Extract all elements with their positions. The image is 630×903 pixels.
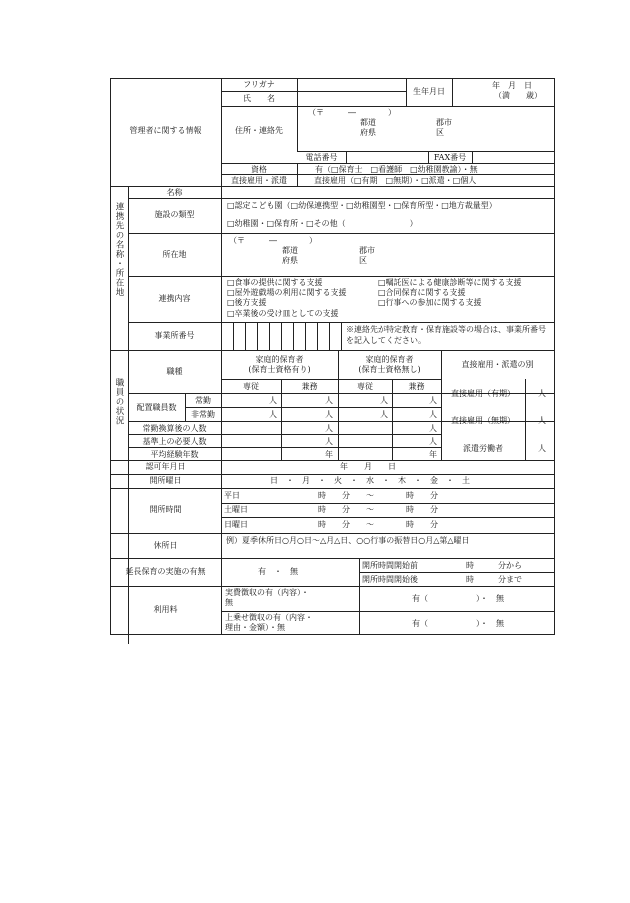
full-time-dedicated-2: 専従 — [357, 382, 373, 391]
unit-person: 人 — [269, 396, 277, 405]
partner-section-label: 連携先の名称・所在地 — [114, 202, 124, 297]
assigned-staff-label: 配置職員数 — [136, 403, 177, 412]
birthdate-label: 生年月日 — [413, 87, 445, 96]
partner-city: 郡市 区 — [359, 246, 375, 265]
office-number-label: 事業所番号 — [154, 331, 195, 340]
open-days-value[interactable]: 日 ・ 月 ・ 火 ・ 水 ・ 木 ・ 金 ・ 土 — [270, 476, 470, 485]
actual-cost-label: 実費徴収の有（内容）・ 無 — [225, 588, 309, 607]
actual-cost-value[interactable]: 有（ ）・ 無 — [412, 594, 504, 603]
closed-days-label: 休所日 — [153, 541, 178, 550]
direct-fixed-term-label: 直接雇用（有期） — [451, 389, 515, 398]
unit-person: 人 — [429, 424, 437, 433]
unit-person: 人 — [325, 410, 333, 419]
collab-content-label: 連携内容 — [158, 294, 191, 303]
extended-care-value[interactable]: 有 ・ 無 — [258, 567, 298, 576]
job-type-label: 職種 — [166, 367, 183, 376]
furigana-field[interactable] — [298, 79, 405, 91]
facility-type-line1[interactable]: □認定こども園（□幼保連携型・□幼稚園型・□保育所型・□地方裁量型） — [227, 201, 497, 210]
tel-field[interactable] — [347, 152, 427, 163]
facility-type-line2[interactable]: □幼稚園・□保育所・□その他（ ） — [227, 219, 418, 228]
application-form — [110, 78, 554, 634]
collab-option-events[interactable]: □行事への参加に関する支援 — [378, 298, 482, 307]
fte-label: 常勤換算後の人数 — [142, 424, 207, 433]
col-unlicensed-header: 家庭的保育者 (保育士資格無し) — [358, 355, 421, 374]
unit-person: 人 — [538, 389, 546, 398]
employment-label: 直接雇用・派遣 — [231, 176, 287, 185]
office-number-field[interactable] — [222, 323, 341, 350]
sunday-label: 日曜日 — [224, 520, 248, 529]
fee-label: 利用料 — [153, 605, 178, 614]
saturday-hours[interactable]: 時 分 ～ 時 分 — [318, 505, 438, 514]
birthdate-value[interactable]: 年 月 日 — [492, 81, 532, 90]
partner-zip[interactable]: （〒 ― ） — [229, 236, 317, 245]
prefecture-label: 都道 府県 — [360, 118, 376, 137]
weekday-hours[interactable]: 時 分 ～ 時 分 — [318, 491, 438, 500]
after-open-time[interactable]: 時 分まで — [466, 575, 522, 584]
fax-label: FAX番号 — [433, 153, 467, 162]
approval-date-value[interactable]: 年 月 日 — [340, 462, 396, 471]
unit-person: 人 — [429, 437, 437, 446]
unit-person: 人 — [429, 410, 437, 419]
office-number-note: ※連絡先が特定教育・保育施設等の場合は、事業所番号を記入してください。 — [346, 325, 546, 345]
partner-location-label: 所在地 — [162, 250, 187, 259]
qualification-label: 資格 — [251, 165, 267, 174]
col-licensed-header: 家庭的保育者 (保育士資格有り) — [248, 355, 311, 374]
staff-section-label: 職員の状況 — [114, 378, 124, 426]
furigana-label: フリガナ — [243, 80, 275, 89]
regular-label: 常勤 — [195, 396, 211, 405]
age-value[interactable]: （満 歳） — [494, 91, 542, 100]
before-open-time[interactable]: 時 分から — [466, 561, 522, 570]
name-label: 氏 名 — [243, 94, 275, 103]
unit-person: 人 — [380, 410, 388, 419]
unit-person: 人 — [325, 437, 333, 446]
avg-experience-label: 平均経験年数 — [150, 450, 199, 459]
address-label: 住所・連絡先 — [235, 126, 283, 135]
collab-option-meal[interactable]: □食事の提供に関する支援 — [227, 278, 323, 287]
fax-field[interactable] — [473, 152, 553, 163]
collab-option-graduate[interactable]: □卒業後の受け皿としての支援 — [227, 309, 339, 318]
employment-value[interactable]: 直接雇用（□有期 □無期）・□派遣・□個人 — [314, 176, 477, 185]
unit-year: 年 — [325, 450, 333, 459]
surcharge-label: 上乗せ徴収の有（内容・ 理由・金額）・無 — [225, 613, 313, 632]
partner-prefecture: 都道 府県 — [282, 246, 298, 265]
collab-option-backup[interactable]: □後方支援 — [227, 298, 267, 307]
open-days-label: 開所曜日 — [149, 476, 182, 485]
unit-person: 人 — [269, 410, 277, 419]
unit-person: 人 — [325, 396, 333, 405]
dispatch-label: 派遣労働者 — [463, 444, 503, 453]
unit-person: 人 — [538, 416, 546, 425]
after-open-label: 開所時間開始後 — [362, 575, 418, 584]
concurrent-2: 兼務 — [408, 382, 425, 391]
open-hours-label: 開所時間 — [149, 505, 182, 514]
approval-date-label: 認可年月日 — [145, 462, 186, 471]
collab-option-joint-care[interactable]: □合同保育に関する支援 — [378, 288, 466, 297]
full-time-dedicated-1: 専従 — [243, 382, 259, 391]
surcharge-value[interactable]: 有（ ）・ 無 — [412, 619, 504, 628]
partner-name-label: 名称 — [166, 188, 183, 197]
unit-person: 人 — [380, 396, 388, 405]
closed-days-example[interactable]: 例）夏季休所日○月○日～△月△日、○○行事の振替日○月△第△曜日 — [226, 536, 470, 545]
collab-option-playground[interactable]: □屋外遊戯場の利用に関する支援 — [227, 288, 347, 297]
before-open-label: 開所時間開始前 — [362, 561, 418, 570]
unit-year: 年 — [429, 450, 437, 459]
part-time-label: 非常勤 — [191, 410, 215, 419]
extended-care-label: 延長保育の実施の有無 — [125, 567, 206, 576]
manager-section-label: 管理者に関する情報 — [129, 126, 202, 135]
unit-person: 人 — [429, 396, 437, 405]
saturday-label: 土曜日 — [224, 505, 248, 514]
zip-code[interactable]: （〒 ― ） — [308, 108, 396, 117]
name-field[interactable] — [298, 92, 405, 105]
collab-option-health[interactable]: □嘱託医による健康診断等に関する支援 — [378, 278, 522, 287]
direct-permanent-label: 直接雇用（無期） — [451, 416, 515, 425]
unit-person: 人 — [325, 424, 333, 433]
col-employment-header: 直接雇用・派遣の別 — [461, 360, 534, 369]
required-staff-label: 基準上の必要人数 — [142, 437, 207, 446]
partner-name-field[interactable] — [222, 187, 553, 198]
unit-person: 人 — [538, 444, 546, 453]
tel-label: 電話番号 — [305, 153, 338, 162]
sunday-hours[interactable]: 時 分 ～ 時 分 — [318, 520, 438, 529]
qualification-value[interactable]: 有（□保育士 □看護師 □幼稚園教諭）・無 — [315, 165, 478, 174]
facility-type-label: 施設の類型 — [154, 210, 195, 219]
city-label: 郡市 区 — [436, 118, 452, 137]
concurrent-1: 兼務 — [301, 382, 318, 391]
weekday-label: 平日 — [224, 491, 240, 500]
